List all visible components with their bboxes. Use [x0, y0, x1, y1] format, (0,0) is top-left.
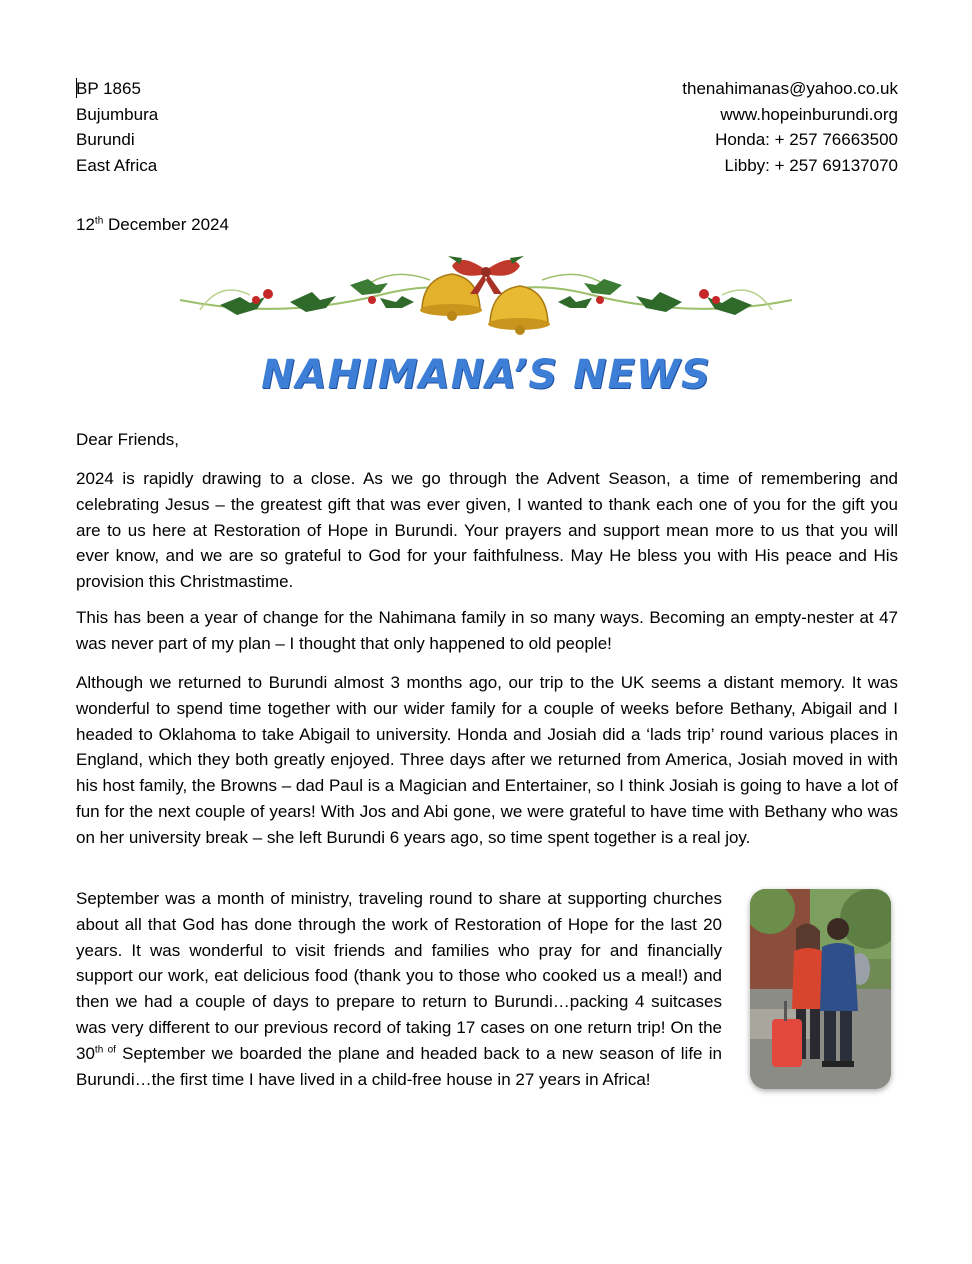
date-rest: December 2024 — [103, 215, 229, 234]
paragraph-4-text-b: September we boarded the plane and headed back to a new season of life in Burundi…the first time I have lived in a child-free house in 27 years in Africa! — [76, 1043, 722, 1089]
phone-libby: Libby: + 257 69137070 — [724, 155, 898, 175]
paragraph-4-text-a: September was a month of ministry, traveling round to share at supporting churches about all that God has done through the work of Restoration of Hope for the last 20 years. It was wonderful to visit friends and families who pray for and financially support our work, eat delicious food (thank you to those who cooked us a meal!) and then we had a couple of days to prepare to return to Burundi…packing 4 suitcases was very different to our previous record of taking 17 cases on one return trip! On the 30 — [76, 889, 722, 1063]
date-suffix: th — [94, 215, 104, 227]
address-line-1: BP 1865 — [76, 79, 141, 98]
email-address: thenahimanas@yahoo.co.uk — [682, 79, 898, 98]
paragraph-1: 2024 is rapidly drawing to a close. As we go through the Advent Season, a time of remembering and celebrating Jesus – the greatest gift that was ever given, I wanted to thank each one of you for the gift you are to us here at Restoration of Hope in Burundi. Your prayers and support mean more to us that you will ever know, and we are so grateful to God for your faithfulness. May He bless you with His peace and His provision this Christmastime. — [76, 469, 898, 592]
christmas-bells-garland — [160, 250, 812, 338]
paragraph-4 — [76, 886, 722, 1092]
website: www.hopeinburundi.org — [720, 104, 898, 124]
address-line-3: Burundi — [76, 130, 135, 149]
paragraph-4-superscript: th of — [94, 1044, 116, 1056]
contact-block — [682, 76, 898, 178]
newsletter-title: NAHIMANA’S NEWS — [261, 352, 711, 398]
address-line-2: Bujumbura — [76, 104, 159, 124]
address-line-4: East Africa — [76, 155, 158, 175]
phone-honda: Honda: + 257 76663500 — [715, 130, 898, 149]
postal-address — [76, 76, 158, 178]
family-photo — [750, 889, 891, 1089]
greeting: Dear Friends, — [76, 430, 179, 449]
date-day: 12 — [76, 215, 95, 234]
paragraph-2: This has been a year of change for the Nahimana family in so many ways. Becoming an empty-nester at 47 was never part of my plan – I thought that only happened to old people! — [76, 608, 898, 653]
letter-date — [76, 215, 229, 235]
paragraph-3: Although we returned to Burundi almost 3 months ago, our trip to the UK seems a distant memory. It was wonderful to spend time together with our wider family for a couple of weeks before Bethany, Abigail and I headed to Oklahoma to take Abigail to university. Honda and Josiah did a ‘lads trip’ round various places in England, which they both greatly enjoyed. Three days after we returned from America, Josiah moved in with his host family, the Browns – dad Paul is a Magician and Entertainer, so I think Josiah is going to have a lot of fun for the next couple of years! With Jos and Abi gone, we were grateful to have time with Bethany who was on her university break – she left Burundi 6 years ago, so time spent together is a real joy. — [76, 673, 898, 847]
